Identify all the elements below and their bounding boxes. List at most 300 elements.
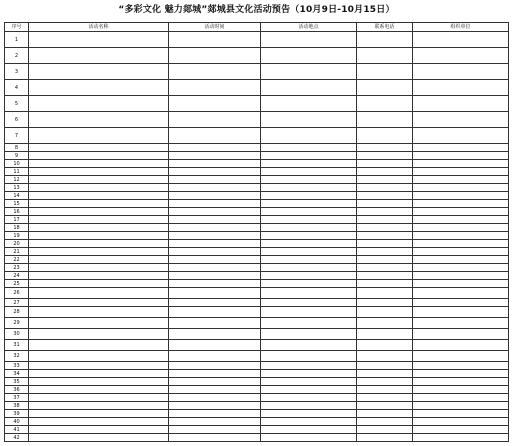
- row-number-cell: 19: [5, 232, 29, 240]
- phone-cell: [357, 144, 413, 152]
- table-row: [5, 426, 509, 434]
- activity-place-cell: [261, 32, 357, 48]
- organizer-cell: [413, 64, 509, 80]
- organizer-cell: [413, 248, 509, 256]
- phone-cell: [357, 184, 413, 192]
- activity-name-cell: [29, 216, 169, 224]
- organizer-cell: [413, 256, 509, 264]
- activity-place-cell: [261, 96, 357, 112]
- phone-cell: [357, 64, 413, 80]
- organizer-cell: [413, 208, 509, 216]
- phone-cell: [357, 80, 413, 96]
- table-row: [5, 418, 509, 426]
- row-number-cell: 30: [5, 329, 29, 340]
- phone-cell: [357, 192, 413, 200]
- phone-cell: [357, 152, 413, 160]
- activity-time-cell: [169, 402, 261, 410]
- activity-time-cell: [169, 112, 261, 128]
- phone-cell: [357, 176, 413, 184]
- activity-name-cell: [29, 410, 169, 418]
- row-number-cell: 39: [5, 410, 29, 418]
- activity-name-cell: [29, 152, 169, 160]
- phone-cell: [357, 272, 413, 280]
- row-number-cell: 21: [5, 248, 29, 256]
- phone-cell: [357, 386, 413, 394]
- organizer-cell: [413, 112, 509, 128]
- row-number-cell: 34: [5, 370, 29, 378]
- activity-place-cell: [261, 200, 357, 208]
- organizer-cell: [413, 264, 509, 272]
- organizer-cell: [413, 168, 509, 176]
- activity-name-cell: [29, 351, 169, 362]
- activity-place-cell: [261, 240, 357, 248]
- activity-time-cell: [169, 426, 261, 434]
- row-number-cell: 15: [5, 200, 29, 208]
- activity-place-cell: [261, 264, 357, 272]
- activity-place-cell: [261, 224, 357, 232]
- activity-time-cell: [169, 200, 261, 208]
- phone-cell: [357, 370, 413, 378]
- row-number-cell: 37: [5, 394, 29, 402]
- activity-name-cell: [29, 208, 169, 216]
- phone-cell: [357, 318, 413, 329]
- activity-place-cell: [261, 394, 357, 402]
- activity-place-cell: [261, 248, 357, 256]
- row-number-cell: 11: [5, 168, 29, 176]
- row-number-cell: 13: [5, 184, 29, 192]
- table-row: [5, 386, 509, 394]
- activity-place-cell: [261, 192, 357, 200]
- row-number-cell: 32: [5, 351, 29, 362]
- activity-name-cell: [29, 232, 169, 240]
- row-number-cell: 7: [5, 128, 29, 144]
- activity-time-cell: [169, 144, 261, 152]
- row-number-cell: 28: [5, 307, 29, 318]
- table-row: [5, 318, 509, 329]
- column-header-activity-place: 活动地点: [261, 23, 357, 32]
- table-row: [5, 351, 509, 362]
- organizer-cell: [413, 192, 509, 200]
- activity-name-cell: [29, 402, 169, 410]
- activity-time-cell: [169, 410, 261, 418]
- table-row: [5, 200, 509, 208]
- organizer-cell: [413, 96, 509, 112]
- organizer-cell: [413, 152, 509, 160]
- row-number-cell: 40: [5, 418, 29, 426]
- organizer-cell: [413, 288, 509, 299]
- activity-place-cell: [261, 418, 357, 426]
- table-row: [5, 64, 509, 80]
- activity-time-cell: [169, 340, 261, 351]
- activity-place-cell: [261, 208, 357, 216]
- activity-place-cell: [261, 152, 357, 160]
- activity-name-cell: [29, 340, 169, 351]
- activity-name-cell: [29, 192, 169, 200]
- row-number-cell: 9: [5, 152, 29, 160]
- phone-cell: [357, 418, 413, 426]
- phone-cell: [357, 402, 413, 410]
- phone-cell: [357, 307, 413, 318]
- activity-name-cell: [29, 64, 169, 80]
- phone-cell: [357, 434, 413, 442]
- organizer-cell: [413, 378, 509, 386]
- phone-cell: [357, 216, 413, 224]
- activity-name-cell: [29, 362, 169, 370]
- organizer-cell: [413, 426, 509, 434]
- column-header-phone: 联系电话: [357, 23, 413, 32]
- activity-name-cell: [29, 184, 169, 192]
- activity-place-cell: [261, 168, 357, 176]
- phone-cell: [357, 280, 413, 288]
- table-row: [5, 362, 509, 370]
- row-number-cell: 14: [5, 192, 29, 200]
- table-row: [5, 402, 509, 410]
- activity-name-cell: [29, 394, 169, 402]
- activity-name-cell: [29, 288, 169, 299]
- row-number-cell: 41: [5, 426, 29, 434]
- activity-name-cell: [29, 426, 169, 434]
- organizer-cell: [413, 232, 509, 240]
- activity-time-cell: [169, 208, 261, 216]
- row-number-cell: 22: [5, 256, 29, 264]
- row-number-cell: 6: [5, 112, 29, 128]
- table-row: [5, 168, 509, 176]
- activity-time-cell: [169, 48, 261, 64]
- table-row: [5, 144, 509, 152]
- row-number-cell: 42: [5, 434, 29, 442]
- organizer-cell: [413, 144, 509, 152]
- activity-name-cell: [29, 96, 169, 112]
- table-row: [5, 208, 509, 216]
- table-row: [5, 176, 509, 184]
- row-number-cell: 1: [5, 32, 29, 48]
- phone-cell: [357, 232, 413, 240]
- table-row: [5, 112, 509, 128]
- activity-name-cell: [29, 144, 169, 152]
- activity-time-cell: [169, 351, 261, 362]
- activity-place-cell: [261, 112, 357, 128]
- activity-name-cell: [29, 378, 169, 386]
- activity-schedule-table: [4, 22, 509, 442]
- activity-place-cell: [261, 340, 357, 351]
- activity-place-cell: [261, 184, 357, 192]
- table-row: [5, 128, 509, 144]
- table-row: [5, 160, 509, 168]
- organizer-cell: [413, 299, 509, 307]
- phone-cell: [357, 410, 413, 418]
- row-number-cell: 24: [5, 272, 29, 280]
- activity-time-cell: [169, 288, 261, 299]
- activity-place-cell: [261, 434, 357, 442]
- phone-cell: [357, 329, 413, 340]
- activity-name-cell: [29, 128, 169, 144]
- activity-place-cell: [261, 216, 357, 224]
- row-number-cell: 12: [5, 176, 29, 184]
- table-row: [5, 307, 509, 318]
- activity-time-cell: [169, 299, 261, 307]
- phone-cell: [357, 426, 413, 434]
- row-number-cell: 33: [5, 362, 29, 370]
- organizer-cell: [413, 340, 509, 351]
- organizer-cell: [413, 386, 509, 394]
- activity-time-cell: [169, 32, 261, 48]
- organizer-cell: [413, 370, 509, 378]
- activity-time-cell: [169, 232, 261, 240]
- organizer-cell: [413, 200, 509, 208]
- activity-place-cell: [261, 318, 357, 329]
- table-row: [5, 370, 509, 378]
- activity-time-cell: [169, 434, 261, 442]
- activity-name-cell: [29, 307, 169, 318]
- table-row: [5, 280, 509, 288]
- phone-cell: [357, 200, 413, 208]
- organizer-cell: [413, 48, 509, 64]
- table-row: [5, 248, 509, 256]
- row-number-cell: 20: [5, 240, 29, 248]
- document-title: “多彩文化 魅力郯城”郯城县文化活动预告（10月9日-10月15日）: [118, 5, 395, 15]
- organizer-cell: [413, 318, 509, 329]
- table-row: [5, 394, 509, 402]
- organizer-cell: [413, 410, 509, 418]
- activity-place-cell: [261, 410, 357, 418]
- organizer-cell: [413, 80, 509, 96]
- activity-time-cell: [169, 386, 261, 394]
- activity-name-cell: [29, 386, 169, 394]
- organizer-cell: [413, 176, 509, 184]
- activity-place-cell: [261, 378, 357, 386]
- activity-time-cell: [169, 160, 261, 168]
- phone-cell: [357, 168, 413, 176]
- organizer-cell: [413, 434, 509, 442]
- activity-place-cell: [261, 272, 357, 280]
- phone-cell: [357, 240, 413, 248]
- activity-name-cell: [29, 168, 169, 176]
- organizer-cell: [413, 224, 509, 232]
- phone-cell: [357, 264, 413, 272]
- activity-place-cell: [261, 64, 357, 80]
- phone-cell: [357, 378, 413, 386]
- organizer-cell: [413, 280, 509, 288]
- table-row: [5, 272, 509, 280]
- organizer-cell: [413, 32, 509, 48]
- activity-name-cell: [29, 248, 169, 256]
- table-row: [5, 264, 509, 272]
- activity-name-cell: [29, 112, 169, 128]
- phone-cell: [357, 340, 413, 351]
- activity-name-cell: [29, 264, 169, 272]
- activity-name-cell: [29, 240, 169, 248]
- phone-cell: [357, 208, 413, 216]
- row-number-cell: 36: [5, 386, 29, 394]
- activity-place-cell: [261, 128, 357, 144]
- row-number-cell: 27: [5, 299, 29, 307]
- activity-place-cell: [261, 299, 357, 307]
- row-number-cell: 29: [5, 318, 29, 329]
- table-row: [5, 410, 509, 418]
- activity-place-cell: [261, 370, 357, 378]
- phone-cell: [357, 48, 413, 64]
- column-header-number: 序号: [5, 23, 29, 32]
- table-row: [5, 434, 509, 442]
- activity-time-cell: [169, 216, 261, 224]
- activity-name-cell: [29, 434, 169, 442]
- phone-cell: [357, 248, 413, 256]
- organizer-cell: [413, 307, 509, 318]
- row-number-cell: 5: [5, 96, 29, 112]
- row-number-cell: 16: [5, 208, 29, 216]
- activity-time-cell: [169, 318, 261, 329]
- phone-cell: [357, 256, 413, 264]
- activity-time-cell: [169, 176, 261, 184]
- table-row: [5, 232, 509, 240]
- table-row: [5, 340, 509, 351]
- table-row: [5, 256, 509, 264]
- activity-place-cell: [261, 160, 357, 168]
- phone-cell: [357, 299, 413, 307]
- phone-cell: [357, 112, 413, 128]
- phone-cell: [357, 128, 413, 144]
- activity-name-cell: [29, 224, 169, 232]
- activity-time-cell: [169, 248, 261, 256]
- activity-time-cell: [169, 272, 261, 280]
- organizer-cell: [413, 184, 509, 192]
- row-number-cell: 35: [5, 378, 29, 386]
- phone-cell: [357, 96, 413, 112]
- phone-cell: [357, 394, 413, 402]
- activity-time-cell: [169, 280, 261, 288]
- row-number-cell: 31: [5, 340, 29, 351]
- table-row: [5, 32, 509, 48]
- activity-name-cell: [29, 418, 169, 426]
- activity-time-cell: [169, 394, 261, 402]
- activity-name-cell: [29, 318, 169, 329]
- row-number-cell: 17: [5, 216, 29, 224]
- activity-name-cell: [29, 80, 169, 96]
- organizer-cell: [413, 362, 509, 370]
- table-row: [5, 216, 509, 224]
- row-number-cell: 18: [5, 224, 29, 232]
- activity-name-cell: [29, 48, 169, 64]
- table-row: [5, 96, 509, 112]
- activity-place-cell: [261, 256, 357, 264]
- row-number-cell: 25: [5, 280, 29, 288]
- organizer-cell: [413, 394, 509, 402]
- organizer-cell: [413, 329, 509, 340]
- activity-time-cell: [169, 240, 261, 248]
- row-number-cell: 26: [5, 288, 29, 299]
- table-header-row: [5, 23, 509, 32]
- column-header-activity-name: 活动名称: [29, 23, 169, 32]
- activity-time-cell: [169, 256, 261, 264]
- table-row: [5, 378, 509, 386]
- row-number-cell: 8: [5, 144, 29, 152]
- activity-place-cell: [261, 386, 357, 394]
- organizer-cell: [413, 128, 509, 144]
- activity-name-cell: [29, 272, 169, 280]
- activity-time-cell: [169, 96, 261, 112]
- phone-cell: [357, 160, 413, 168]
- row-number-cell: 10: [5, 160, 29, 168]
- activity-place-cell: [261, 307, 357, 318]
- phone-cell: [357, 288, 413, 299]
- activity-place-cell: [261, 80, 357, 96]
- activity-time-cell: [169, 418, 261, 426]
- activity-time-cell: [169, 362, 261, 370]
- organizer-cell: [413, 216, 509, 224]
- activity-place-cell: [261, 144, 357, 152]
- activity-name-cell: [29, 160, 169, 168]
- activity-place-cell: [261, 280, 357, 288]
- activity-place-cell: [261, 362, 357, 370]
- organizer-cell: [413, 351, 509, 362]
- table-body: [5, 32, 509, 442]
- activity-place-cell: [261, 288, 357, 299]
- activity-name-cell: [29, 200, 169, 208]
- activity-time-cell: [169, 264, 261, 272]
- activity-name-cell: [29, 280, 169, 288]
- organizer-cell: [413, 272, 509, 280]
- table-row: [5, 288, 509, 299]
- activity-time-cell: [169, 64, 261, 80]
- activity-name-cell: [29, 329, 169, 340]
- activity-place-cell: [261, 232, 357, 240]
- activity-place-cell: [261, 402, 357, 410]
- activity-time-cell: [169, 192, 261, 200]
- activity-time-cell: [169, 378, 261, 386]
- activity-time-cell: [169, 307, 261, 318]
- row-number-cell: 38: [5, 402, 29, 410]
- activity-time-cell: [169, 128, 261, 144]
- phone-cell: [357, 32, 413, 48]
- column-header-activity-time: 活动时间: [169, 23, 261, 32]
- activity-name-cell: [29, 370, 169, 378]
- activity-time-cell: [169, 168, 261, 176]
- table-row: [5, 184, 509, 192]
- phone-cell: [357, 224, 413, 232]
- table-row: [5, 224, 509, 232]
- table-row: [5, 192, 509, 200]
- activity-time-cell: [169, 80, 261, 96]
- table-row: [5, 240, 509, 248]
- table-row: [5, 299, 509, 307]
- activity-time-cell: [169, 370, 261, 378]
- activity-place-cell: [261, 176, 357, 184]
- organizer-cell: [413, 402, 509, 410]
- activity-place-cell: [261, 48, 357, 64]
- activity-place-cell: [261, 351, 357, 362]
- activity-name-cell: [29, 32, 169, 48]
- table-row: [5, 80, 509, 96]
- row-number-cell: 23: [5, 264, 29, 272]
- activity-place-cell: [261, 426, 357, 434]
- activity-time-cell: [169, 224, 261, 232]
- organizer-cell: [413, 160, 509, 168]
- organizer-cell: [413, 418, 509, 426]
- activity-name-cell: [29, 299, 169, 307]
- table-row: [5, 48, 509, 64]
- activity-place-cell: [261, 329, 357, 340]
- activity-name-cell: [29, 176, 169, 184]
- activity-time-cell: [169, 152, 261, 160]
- activity-time-cell: [169, 329, 261, 340]
- row-number-cell: 2: [5, 48, 29, 64]
- phone-cell: [357, 362, 413, 370]
- phone-cell: [357, 351, 413, 362]
- activity-name-cell: [29, 256, 169, 264]
- organizer-cell: [413, 240, 509, 248]
- table-row: [5, 329, 509, 340]
- activity-time-cell: [169, 184, 261, 192]
